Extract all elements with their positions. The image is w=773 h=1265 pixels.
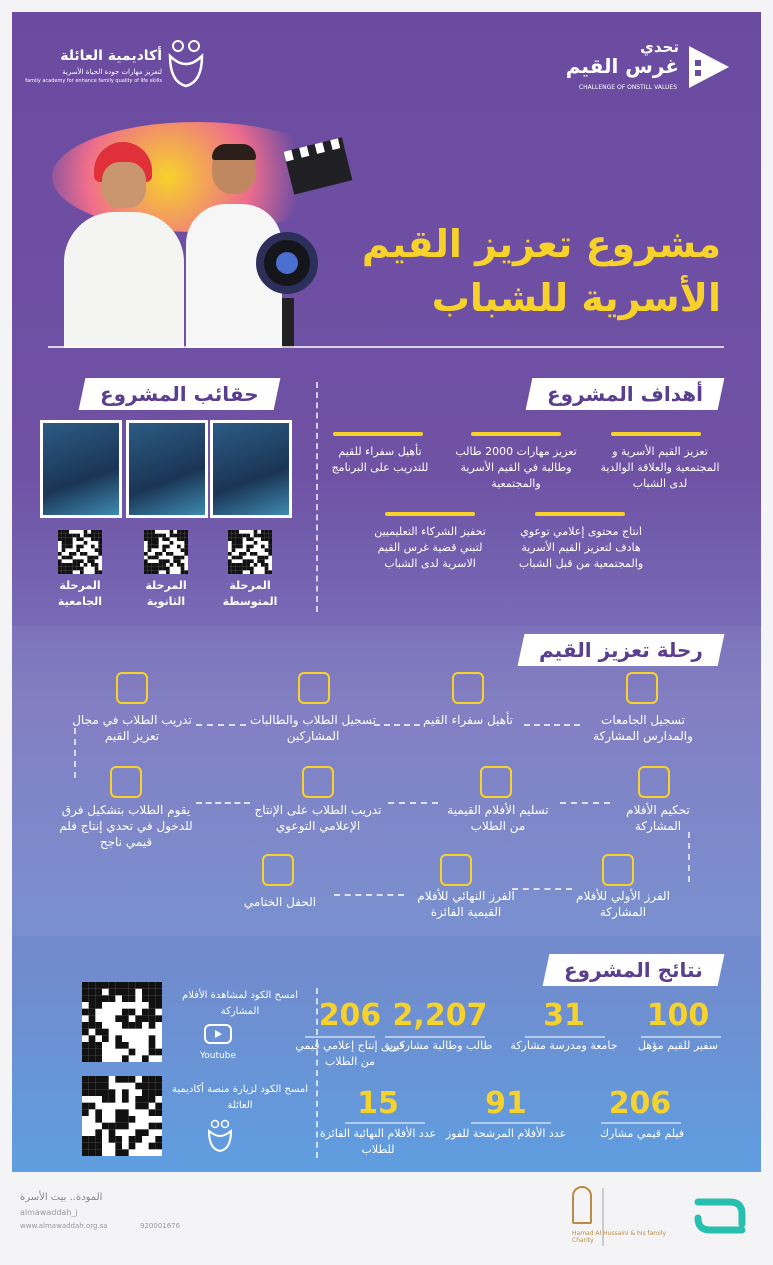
kit-cover-university bbox=[40, 420, 122, 518]
goal-item: تعزيز مهارات 2000 طالب وطالبة في القيم الأسرية والمجتمعية bbox=[451, 432, 581, 492]
journey-step: تدريب الطلاب على الإنتاج الإعلامي التوعوي bbox=[254, 803, 382, 833]
journey-connector bbox=[688, 832, 690, 882]
goal-item: تعزيز القيم الأسرية و المجتمعية والعلاقة الوالدية لدى الشباب bbox=[595, 432, 725, 492]
stat-label: عدد الأفلام المرشحة للفوز bbox=[445, 1127, 567, 1140]
kit-stage-label: المرحلة المتوسطة bbox=[222, 579, 278, 608]
stat-underline bbox=[601, 1122, 681, 1124]
stat-value: 31 bbox=[543, 998, 585, 1033]
journey-step: الفرز الأولي للأفلام المشاركة bbox=[576, 889, 670, 919]
footer-handle: almawaddah_j bbox=[20, 1208, 78, 1217]
charity-name: Hamad Al Hussaini & his family Charity bbox=[572, 1230, 666, 1244]
goal-item: انتاج محتوى إعلامي توعوي هادف لتعزيز القيم الأسرية والمجتمعية من قبل الشباب bbox=[511, 512, 651, 572]
goal-item: تحفيز الشركاء التعليميين لتبني قضية غرس القيم الاسرية لدى الشباب bbox=[365, 512, 495, 572]
team-icon bbox=[110, 766, 142, 798]
academy-name: أكاديمية العائلة bbox=[60, 48, 162, 64]
diamond-hand-icon bbox=[116, 672, 148, 704]
journey-connector bbox=[196, 802, 250, 804]
journey-step: تدريب الطلاب في مجال تعزيز القيم bbox=[72, 713, 192, 743]
mawaddah-logo-icon bbox=[690, 1196, 750, 1236]
section-divider bbox=[316, 382, 318, 612]
qr-academy-text: امسح الكود لزيارة منصة أكاديمية العائلة bbox=[171, 1084, 309, 1111]
journey-connector bbox=[388, 802, 438, 804]
presentation-icon bbox=[452, 672, 484, 704]
challenge-logo-line1: تحدي bbox=[640, 38, 679, 56]
goals-heading: أهداف المشروع bbox=[526, 378, 725, 410]
footer-phone: 920001676 bbox=[140, 1222, 181, 1230]
hero-illustration bbox=[42, 112, 352, 348]
academy-tulip-icon bbox=[204, 1118, 236, 1154]
footer-website: www.almawaddah.org.sa bbox=[20, 1222, 108, 1230]
certificate-icon bbox=[626, 672, 658, 704]
celebration-icon bbox=[262, 854, 294, 886]
journey-connector bbox=[512, 888, 572, 890]
results-heading: نتائج المشروع bbox=[543, 954, 725, 986]
academy-logo bbox=[25, 38, 212, 98]
play-icon bbox=[480, 766, 512, 798]
journey-connector bbox=[374, 724, 420, 726]
journey-step: تسجيل الجامعات والمدارس المشاركة bbox=[593, 713, 693, 743]
stat-underline bbox=[641, 1036, 721, 1038]
academy-tagline: لتعزيز مهارات جودة الحياة الأسرية bbox=[62, 68, 162, 76]
hero-title-line2: الأسرية للشباب bbox=[431, 276, 721, 320]
journey-connector bbox=[74, 728, 76, 778]
form-icon bbox=[298, 672, 330, 704]
challenge-logo-en: CHALLENGE OF ONSTILL VALUES bbox=[578, 84, 677, 91]
stat-value: 91 bbox=[485, 1086, 527, 1121]
sliders-icon bbox=[602, 854, 634, 886]
calculator-icon bbox=[440, 854, 472, 886]
stat-underline bbox=[525, 1036, 605, 1038]
stat-value: 206 bbox=[608, 1086, 672, 1121]
stat-value: 206 bbox=[318, 998, 382, 1033]
camera-icon bbox=[302, 766, 334, 798]
youtube-label: Youtube bbox=[200, 1051, 236, 1061]
film-play-icon bbox=[685, 42, 733, 92]
man-figure bbox=[64, 142, 184, 348]
stat-label: فريق إنتاج إعلامي قيمي من الطلاب bbox=[295, 1039, 405, 1068]
academy-tulip-icon bbox=[164, 38, 208, 90]
stat-value: 2,207 bbox=[392, 998, 488, 1033]
journey-step: تسجيل الطلاب والطالبات المشاركين bbox=[250, 713, 376, 743]
footer bbox=[0, 1180, 773, 1265]
journey-connector bbox=[560, 802, 610, 804]
journey-connector bbox=[524, 724, 580, 726]
jury-icon bbox=[638, 766, 670, 798]
youtube-icon[interactable] bbox=[204, 1024, 232, 1044]
films-qr-code[interactable] bbox=[82, 982, 162, 1062]
stat-label: طالب وطالبة مشاركين bbox=[387, 1039, 493, 1052]
journey-step: تحكيم الأفلام المشاركة bbox=[626, 803, 690, 833]
kits-heading: حقائب المشروع bbox=[79, 378, 280, 410]
journey-heading: رحلة تعزيز القيم bbox=[518, 634, 725, 666]
academy-qr-code[interactable] bbox=[82, 1076, 162, 1156]
challenge-logo-line2: غرس القيم bbox=[565, 54, 679, 78]
journey-step: الفرز النهائي للأفلام القيمية الفائزة bbox=[417, 889, 515, 919]
qr-films-text: امسح الكود لمشاهدة الأفلام المشاركة bbox=[182, 990, 298, 1017]
journey-connector bbox=[196, 724, 246, 726]
stat-underline bbox=[385, 1036, 485, 1038]
journey-connector bbox=[334, 894, 404, 896]
stat-label: جامعة ومدرسة مشاركة bbox=[510, 1039, 618, 1052]
journey-step: الحفل الختامي bbox=[243, 895, 317, 909]
stat-underline bbox=[345, 1122, 425, 1124]
stat-underline bbox=[471, 1122, 551, 1124]
academy-tagline-en: family academy for enhance family quality of life skills bbox=[25, 78, 162, 84]
hero-title-line1: مشروع تعزيز القيم bbox=[361, 222, 721, 266]
kit-qr-code[interactable] bbox=[228, 530, 272, 574]
challenge-logo bbox=[563, 38, 733, 102]
kit-cover-secondary bbox=[126, 420, 208, 518]
camera-icon bbox=[256, 232, 318, 294]
kit-stage-label: المرحلة الجامعية bbox=[57, 579, 103, 608]
stat-label: سفير للقيم مؤهل bbox=[637, 1039, 719, 1052]
hero-divider bbox=[48, 346, 724, 348]
infographic-poster bbox=[12, 12, 761, 1172]
kit-stage-label: المرحلة الثانوية bbox=[145, 579, 187, 608]
stat-value: 15 bbox=[357, 1086, 399, 1121]
stat-label: عدد الأفلام النهائية الفائزة للطلاب bbox=[319, 1127, 437, 1156]
section-divider bbox=[316, 988, 318, 1158]
journey-step: تأهيل سفراء القيم bbox=[422, 713, 514, 727]
kit-qr-code[interactable] bbox=[144, 530, 188, 574]
stat-label: فيلم قيمي مشارك bbox=[599, 1127, 685, 1140]
charity-logo bbox=[572, 1186, 666, 1246]
journey-step: تسليم الأفلام القيمية من الطلاب bbox=[447, 803, 549, 833]
journey-step: يقوم الطلاب بتشكيل فرق للدخول في تحدي إنتاج فلم قيمي ناجح bbox=[59, 803, 193, 849]
stat-value: 100 bbox=[646, 998, 710, 1033]
footer-slogan: المودة.. بيت الأسرة bbox=[20, 1192, 103, 1203]
goal-item: تأهيل سفراء للقيم للتدريب على البرنامج bbox=[325, 432, 435, 476]
kit-cover-intermediate bbox=[210, 420, 292, 518]
kit-qr-code[interactable] bbox=[58, 530, 102, 574]
